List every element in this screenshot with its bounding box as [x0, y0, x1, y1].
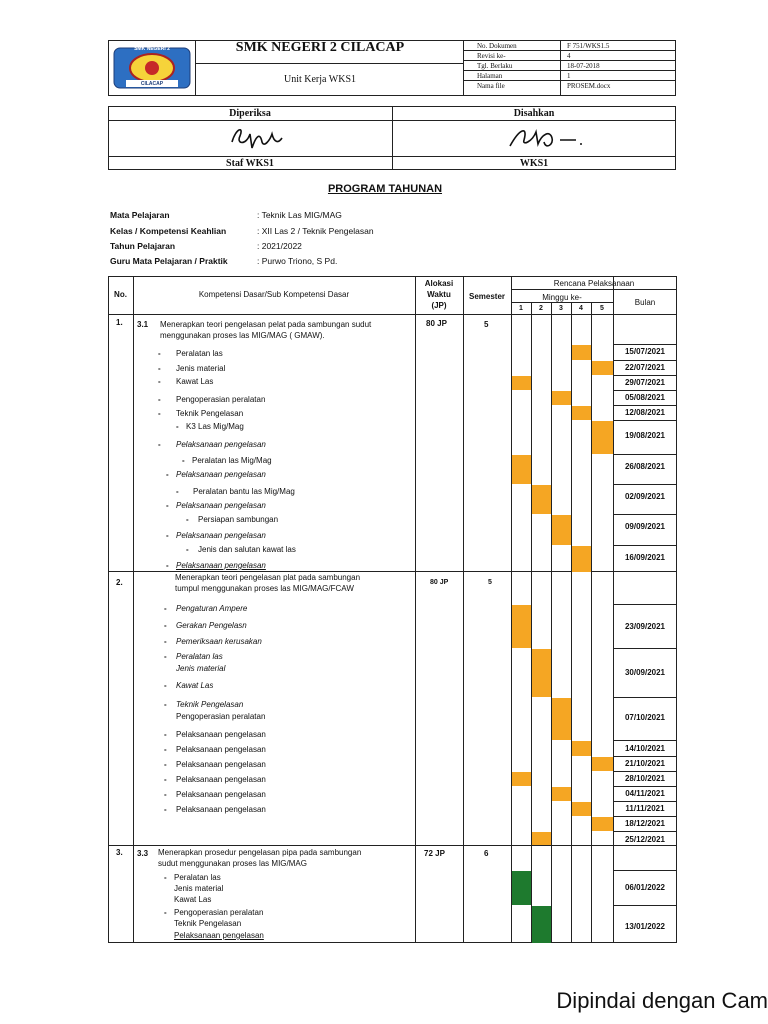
grid-line [591, 302, 592, 943]
schedule-block [572, 741, 591, 756]
grid-line [133, 276, 134, 943]
wks1: WKS1 [519, 158, 549, 169]
schedule-block [592, 817, 613, 831]
th-week-2: 2 [539, 305, 543, 312]
s2-date-6: 28/10/2021 [624, 774, 666, 783]
s1-item-12: Persiapan sambungan [198, 515, 279, 524]
s2-item-1: Pengaturan Ampere [176, 604, 248, 613]
unit-name: Unit Kerja WKS1 [283, 74, 357, 85]
s1-date-9: 09/09/2021 [624, 522, 666, 531]
schedule-block [592, 421, 613, 454]
grid-line [613, 375, 677, 376]
s2-item-4: Peralatan las [176, 652, 223, 661]
s1-item-4: Pengoperasian peralatan [176, 395, 266, 404]
grid-line [613, 870, 677, 871]
grid-line [613, 514, 677, 515]
s2-title-2: tumpul menggunakan proses las MIG/MAG/FCAW [175, 584, 354, 593]
s1-date-4: 05/08/2021 [624, 393, 666, 402]
s3-code: 3.3 [137, 849, 149, 858]
schedule-block [552, 698, 571, 740]
grid-line [613, 831, 677, 832]
schedule-block [512, 871, 531, 905]
th-alokasi-1: Alokasi [424, 279, 454, 288]
doc-row-4: Halaman 1 [463, 71, 676, 81]
schedule-block [532, 485, 551, 514]
signature-right [506, 122, 586, 154]
grid-line [531, 302, 532, 943]
s3-item-4: Pengoperasian peralatan [174, 908, 264, 917]
grid-line [108, 314, 677, 315]
s2-item-11: Pelaksanaan pengelasan [176, 760, 266, 769]
grid-line [463, 276, 464, 943]
s2-date-3: 07/10/2021 [624, 713, 666, 722]
th-rencana: Rencana Pelaksanaan [553, 279, 635, 288]
grid-line [613, 454, 677, 455]
s2-jp: 80 JP [430, 579, 449, 586]
schedule-block [532, 906, 551, 943]
schedule-block [552, 787, 571, 801]
s1-item-6: K3 Las Mig/Mag [186, 422, 244, 431]
s3-date-2: 13/01/2022 [624, 922, 666, 931]
grid-line [613, 905, 677, 906]
s2-date-10: 25/12/2021 [624, 835, 666, 844]
schedule-block [512, 605, 531, 648]
s2-date-9: 18/12/2021 [624, 819, 666, 828]
s1-date-10: 16/09/2021 [624, 553, 666, 562]
grid-line [511, 302, 613, 303]
s1-date-7: 26/08/2021 [624, 462, 666, 471]
s1-title-2: menggunakan proses las MIG/MAG ( GMAW). [160, 331, 325, 340]
grid-line [613, 405, 677, 406]
s1-date-1: 15/07/2021 [624, 347, 666, 356]
s2-date-2: 30/09/2021 [624, 668, 666, 677]
s1-item-8: Peralatan las Mig/Mag [192, 456, 272, 465]
grid-line [613, 344, 677, 345]
s1-semester: 5 [484, 320, 489, 329]
s3-date-1: 06/01/2022 [624, 883, 666, 892]
schedule-block [572, 406, 591, 420]
s2-item-10: Pelaksanaan pengelasan [176, 745, 266, 754]
th-week-4: 4 [579, 305, 583, 312]
grid-line [108, 845, 677, 846]
meta-label-4: Guru Mata Pelajaran / Praktik [110, 256, 228, 266]
grid-line [613, 786, 677, 787]
logo-text-bottom: CILACAP [140, 81, 164, 87]
schedule-block [532, 832, 551, 845]
s1-item-7: Pelaksanaan pengelasan [176, 440, 266, 449]
schedule-block [552, 391, 571, 405]
th-kompetensi: Kompetensi Dasar/Sub Kompetensi Dasar [198, 290, 350, 299]
s1-title-1: Menerapkan teori pengelasan pelat pada sambungan sudut [160, 320, 372, 329]
s2-item-8: Pengoperasian peralatan [176, 712, 266, 721]
s2-item-12: Pelaksanaan pengelasan [176, 775, 266, 784]
th-semester: Semester [468, 292, 506, 301]
s2-item-7: Teknik Pengelasan [176, 700, 244, 709]
th-alokasi-3: (JP) [431, 301, 447, 310]
schedule-block [572, 345, 591, 360]
s1-item-3: Kawat Las [176, 377, 214, 386]
s2-item-5: Jenis material [176, 664, 226, 673]
doc-row-3: Tgl. Berlaku 18-07-2018 [463, 61, 676, 71]
s1-date-5: 12/08/2021 [624, 408, 666, 417]
meta-value-2: : XII Las 2 / Teknik Pengelasan [257, 226, 374, 236]
s1-date-2: 22/07/2021 [624, 363, 666, 372]
doc-row-5: Nama file PROSEM.docx [477, 82, 611, 90]
s2-date-5: 21/10/2021 [624, 759, 666, 768]
s2-date-7: 04/11/2021 [625, 789, 665, 798]
schedule-block [572, 802, 591, 816]
staf-wks1: Staf WKS1 [226, 158, 274, 169]
s1-item-13: Pelaksanaan pengelasan [176, 531, 266, 540]
grid-line [613, 360, 677, 361]
th-week-3: 3 [559, 305, 563, 312]
schedule-block [512, 772, 531, 786]
s2-no: 2. [116, 578, 123, 587]
s2-item-14: Pelaksanaan pengelasan [176, 805, 266, 814]
grid-line [613, 756, 677, 757]
s2-item-2: Gerakan Pengelasn [176, 621, 247, 630]
schedule-block [592, 361, 613, 375]
th-no: No. [114, 290, 127, 299]
s1-jp: 80 JP [426, 319, 447, 328]
grid-line [613, 420, 677, 421]
s1-item-10: Peralatan bantu las Mig/Mag [193, 487, 295, 496]
s1-item-2: Jenis material [176, 364, 226, 373]
s1-date-8: 02/09/2021 [624, 492, 666, 501]
doc-row-1: No. Dokumen F 751/WKS1.5 [463, 41, 676, 51]
grid-line [511, 289, 677, 290]
th-week-1: 1 [519, 305, 523, 312]
grid-line [415, 276, 416, 943]
meta-label-2: Kelas / Kompetensi Keahlian [110, 226, 227, 236]
s3-item-1: Peralatan las [174, 873, 221, 882]
schedule-block [512, 455, 531, 484]
s3-semester: 6 [484, 849, 489, 858]
grid-line [571, 302, 572, 943]
grid-line [613, 648, 677, 649]
meta-value-3: : 2021/2022 [257, 241, 302, 251]
page-title: PROGRAM TAHUNAN [327, 183, 443, 195]
s1-code: 3.1 [137, 320, 149, 329]
grid-line [613, 801, 677, 802]
s1-item-9: Pelaksanaan pengelasan [176, 470, 266, 479]
th-week-5: 5 [600, 305, 604, 312]
meta-value-1: : Teknik Las MIG/MAG [257, 210, 342, 220]
s2-date-4: 14/10/2021 [624, 744, 666, 753]
s1-date-3: 29/07/2021 [624, 378, 666, 387]
s3-item-3: Kawat Las [174, 895, 212, 904]
schedule-block [572, 546, 591, 572]
scanner-watermark: Dipindai dengan Cam [556, 988, 768, 1013]
grid-line [613, 697, 677, 698]
schedule-block [592, 757, 613, 771]
grid-line [613, 816, 677, 817]
meta-label-3: Tahun Pelajaran [110, 241, 176, 251]
s1-item-11: Pelaksanaan pengelasan [176, 501, 266, 510]
grid-line [613, 771, 677, 772]
s3-title-1: Menerapkan prosedur pengelasan pipa pada sambungan [158, 848, 362, 857]
doc-row-2: Revisi ke- 4 [463, 51, 676, 61]
grid-line [613, 390, 677, 391]
s1-item-15: Pelaksanaan pengelasan [176, 561, 266, 570]
s2-item-13: Pelaksanaan pengelasan [176, 790, 266, 799]
signature-left [226, 122, 286, 154]
disahkan-label: Disahkan [513, 108, 555, 119]
s2-date-8: 11/11/2021 [625, 804, 665, 813]
school-name: SMK NEGERI 2 CILACAP [235, 40, 405, 55]
schedule-block [532, 649, 551, 697]
grid-line [613, 740, 677, 741]
s1-date-6: 19/08/2021 [624, 431, 666, 440]
grid-line [108, 571, 677, 572]
s2-title-1: Menerapkan teori pengelasan plat pada sambungan [175, 573, 361, 582]
th-minggu: Minggu ke- [542, 293, 582, 302]
schedule-block [512, 376, 531, 390]
th-bulan: Bulan [634, 298, 656, 307]
meta-value-4: : Purwo Triono, S Pd. [257, 256, 338, 266]
th-alokasi-2: Waktu [427, 290, 451, 299]
s2-semester: 5 [488, 579, 492, 586]
grid-line [613, 545, 677, 546]
s2-item-3: Pemeriksaan kerusakan [176, 637, 262, 646]
s1-no: 1. [116, 318, 123, 327]
s1-item-5: Teknik Pengelasan [176, 409, 244, 418]
s3-title-2: sudut menggunakan proses las MIG/MAG [158, 859, 307, 868]
s3-item-2: Jenis material [174, 884, 224, 893]
s2-item-6: Kawat Las [176, 681, 214, 690]
s2-date-1: 23/09/2021 [624, 622, 666, 631]
s3-item-6: Pelaksanaan pengelasan [174, 931, 264, 940]
schedule-block [552, 515, 571, 545]
s2-item-9: Pelaksanaan pengelasan [176, 730, 266, 739]
s3-jp: 72 JP [424, 849, 445, 858]
grid-line [613, 604, 677, 605]
logo-text-top: SMK NEGERI 2 [134, 46, 170, 52]
s1-item-14: Jenis dan salutan kawat las [198, 545, 296, 554]
diperiksa-label: Diperiksa [229, 108, 271, 119]
s3-no: 3. [116, 848, 123, 857]
meta-label-1: Mata Pelajaran [110, 210, 170, 220]
s1-item-1: Peralatan las [176, 349, 223, 358]
grid-line [613, 484, 677, 485]
s3-item-5: Teknik Pengelasan [174, 919, 242, 928]
